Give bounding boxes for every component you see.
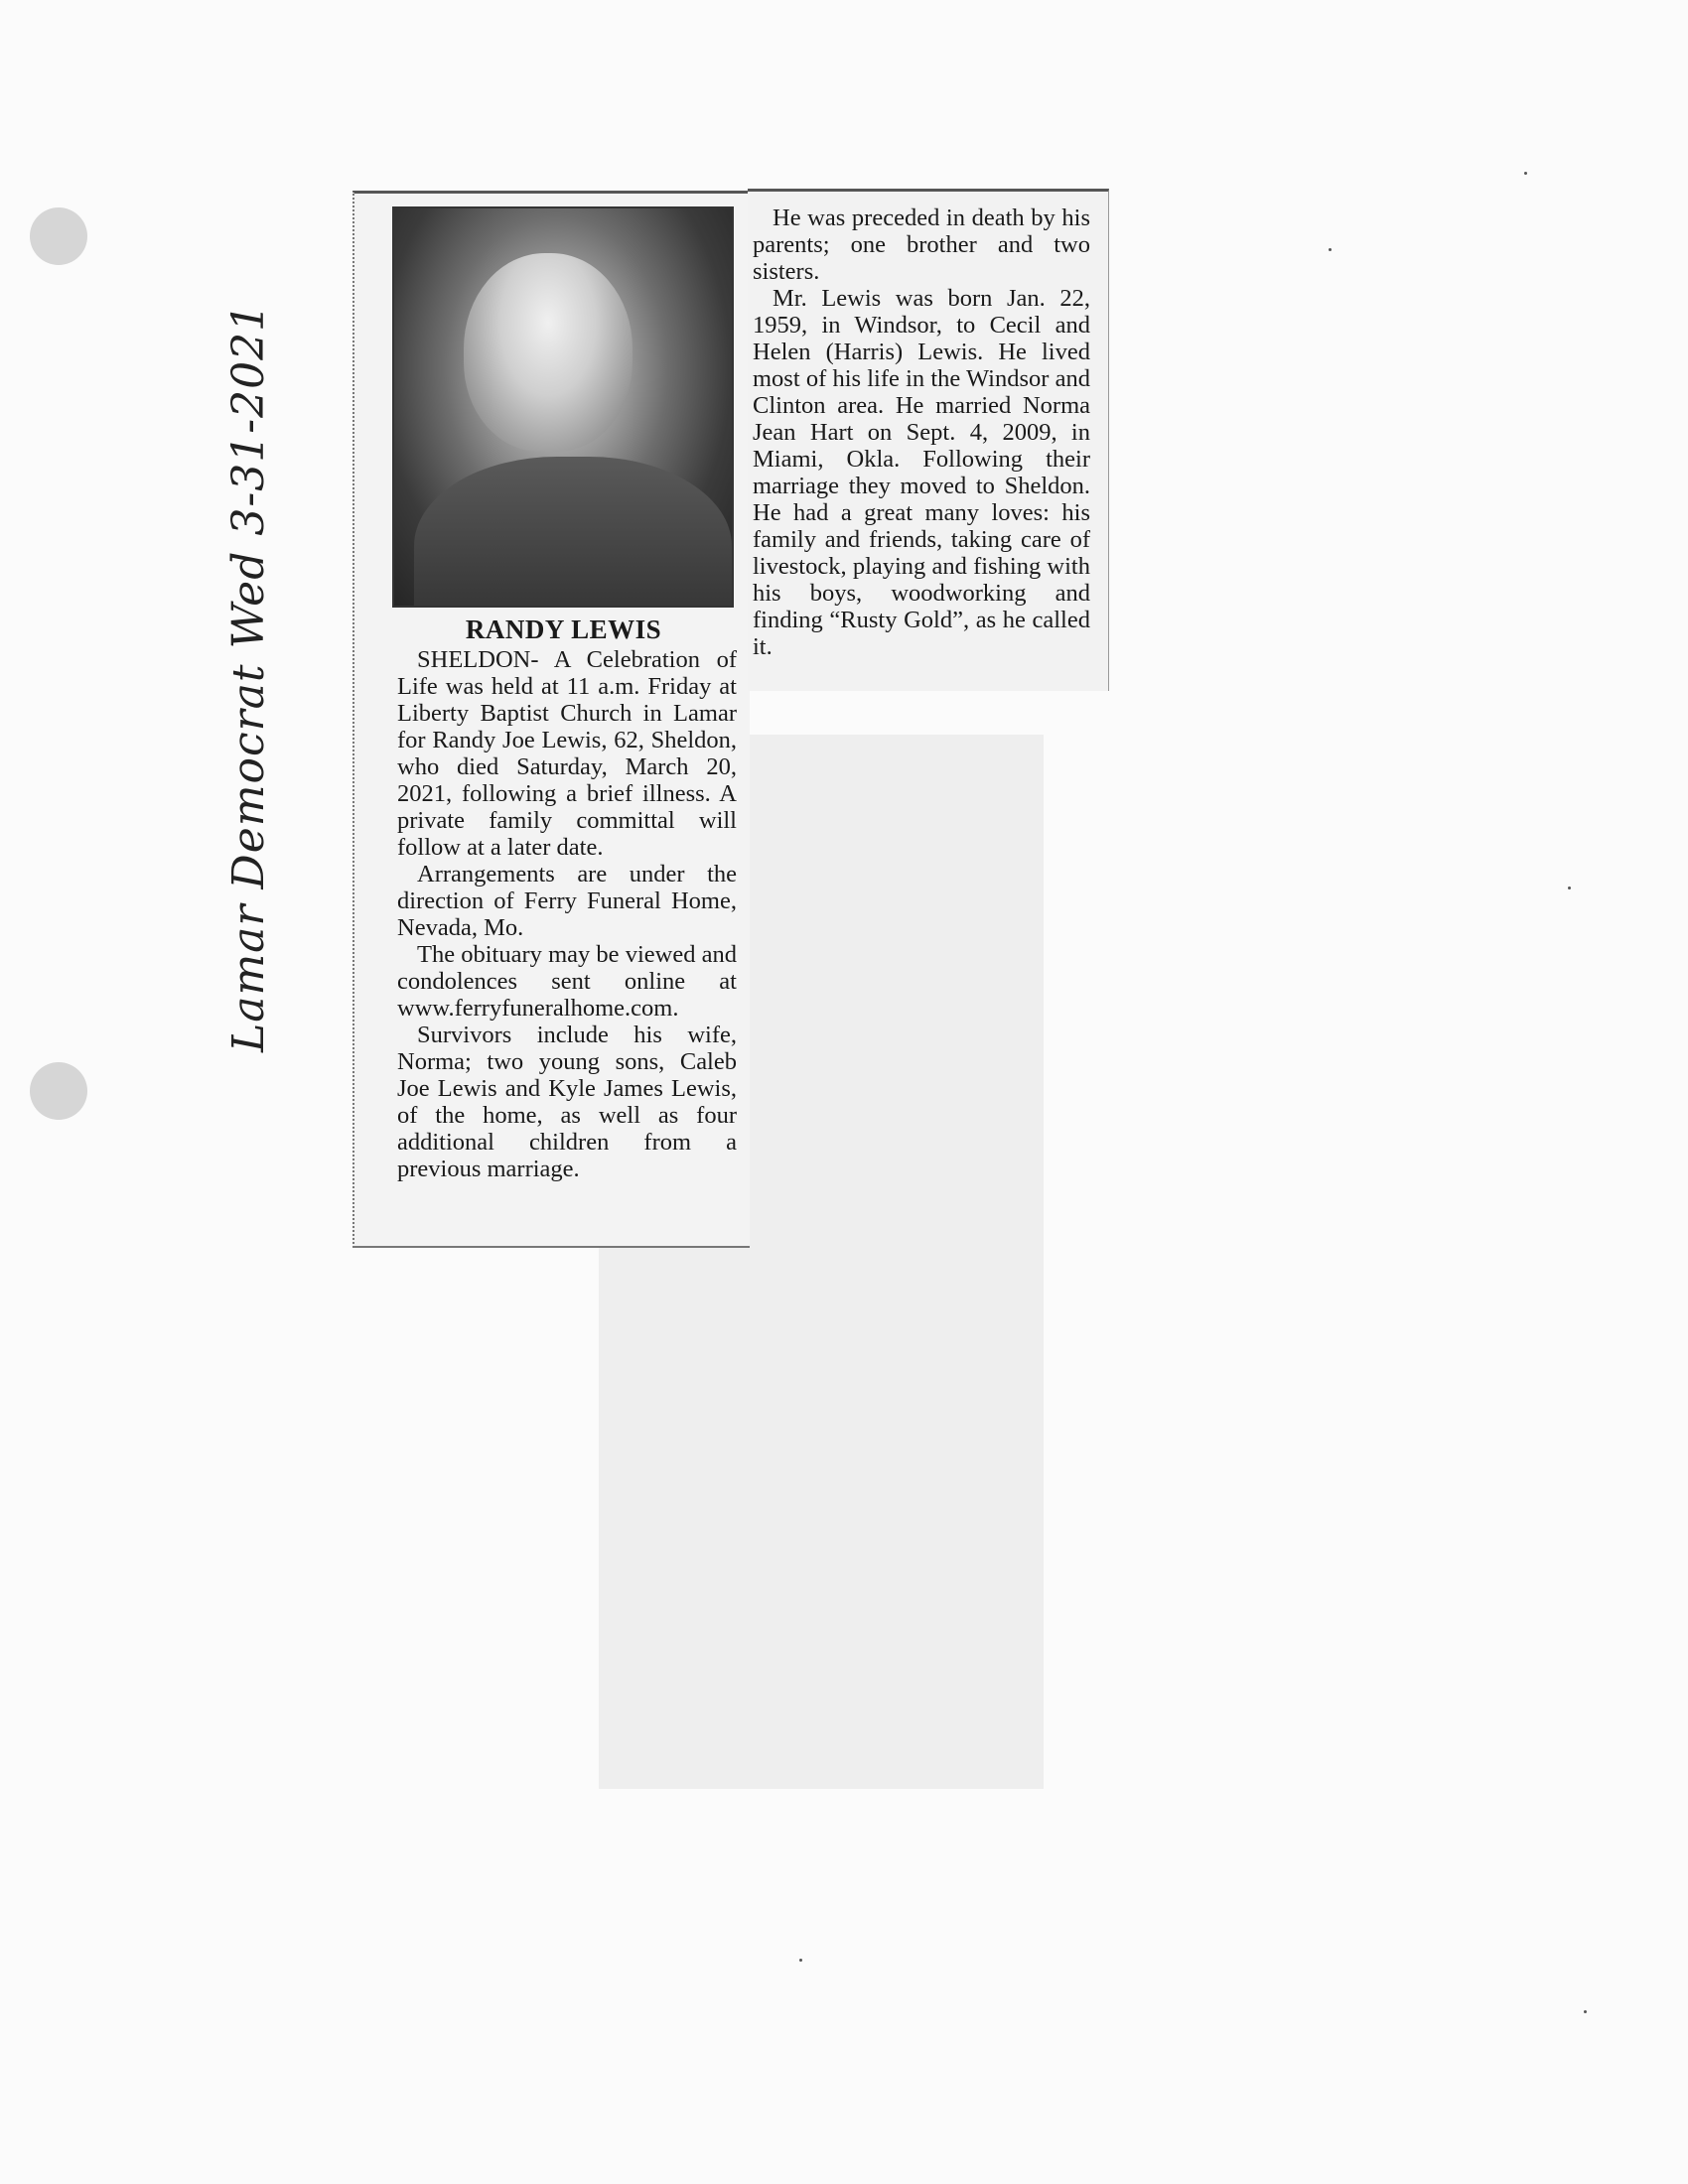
obituary-right-column [753,205,1090,660]
portrait-photo [392,206,734,608]
obituary-paragraph: Mr. Lewis was born Jan. 22, 1959, in Windsor, to Cecil and Helen (Harris) Lewis. He lived most of his life in the Windsor and Clinton area. He married Norma Jean Hart on Sept. 4, 2009, in Miami, Okla. Following their marriage they moved to Sheldon. He had a great many loves: his family and friends, taking care of livestock, playing and fishing with his boys, woodworking and finding “Rusty Gold”, as he called it. [753,285,1090,660]
obituary-name: RANDY LEWIS [465,614,662,644]
scan-speck [1568,887,1571,889]
scan-speck [1584,2010,1587,2013]
obituary-paragraph: Arrangements are under the direction of Ferry Funeral Home, Nevada, Mo. [397,861,737,941]
obituary-paragraph: SHELDON- A Celebration of Life was held at 11 a.m. Friday at Liberty Baptist Church in Lamar for Randy Joe Lewis, 62, Sheldon, who died Saturday, March 20, 2021, following a brief illness. A private family committal will follow at a later date. [397,646,737,861]
handwritten-source-note: Lamar Democrat Wed 3-31-2021 [223,302,274,1052]
scan-speck [1524,172,1527,175]
scan-speck [1329,248,1332,251]
portrait-head [464,253,633,452]
portrait-shoulders [414,457,732,608]
obituary-paragraph: The obituary may be viewed and condolences sent online at www.ferryfuneralhome.com. [397,941,737,1022]
punch-hole-middle [30,1062,87,1120]
scan-speck [799,1959,802,1962]
obituary-paragraph: He was preceded in death by his parents; one brother and two sisters. [753,205,1090,285]
obituary-paragraph: Survivors include his wife, Norma; two young sons, Caleb Joe Lewis and Kyle James Lewis, of the home, as well as four additional children from a previous marriage. [397,1022,737,1182]
punch-hole-top [30,207,87,265]
obituary-left-column [397,646,737,1182]
